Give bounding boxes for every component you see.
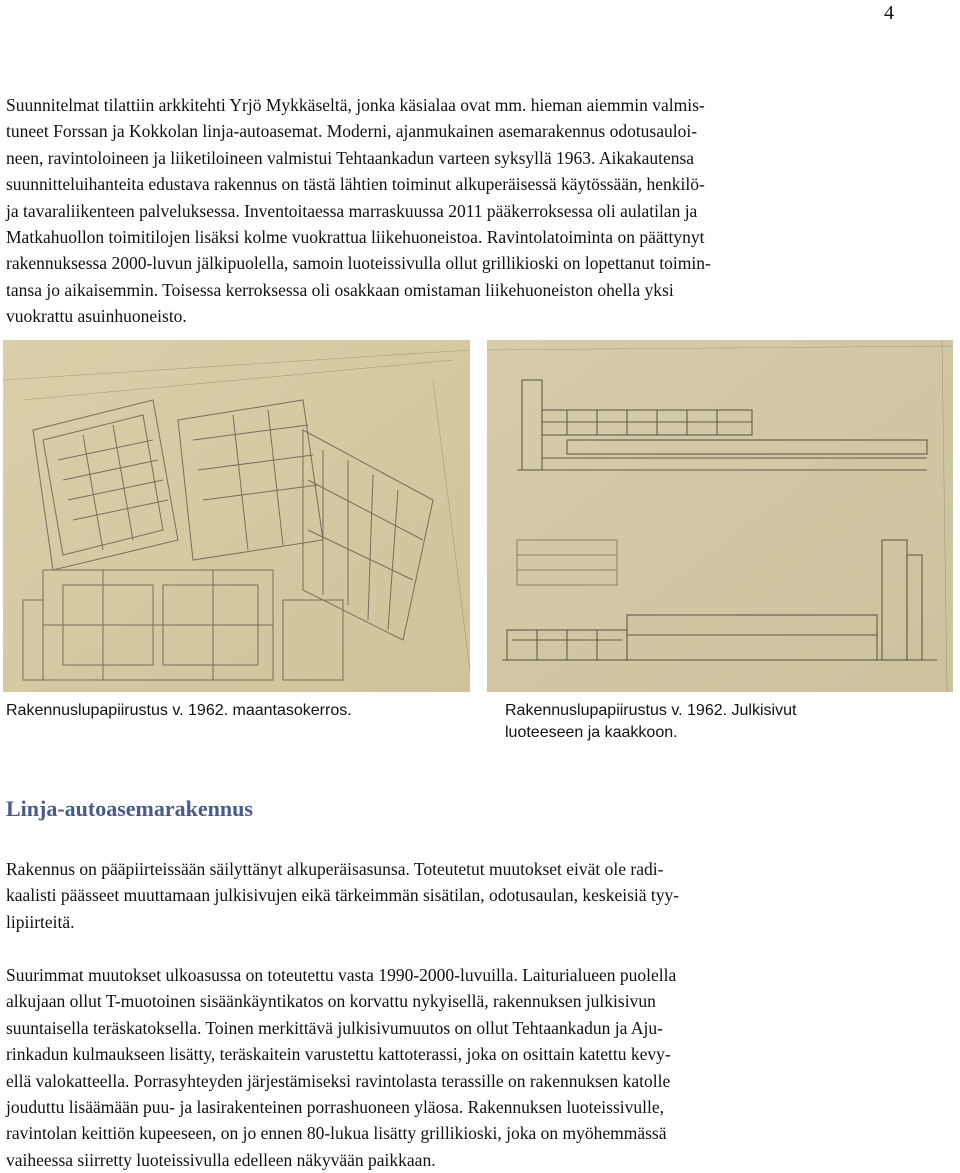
text-line: ravintolan keittiön kupeeseen, on jo ennen 80-lukua lisätty grillikioski, joka on myöhemmässä [6, 1123, 667, 1144]
text-line: kaalisti päässeet muuttamaan julkisivujen eikä tärkeimmän sisätilan, odotusaulan, keskeisiä tyy- [6, 885, 680, 906]
page-number: 4 [884, 2, 894, 24]
text-line: rakennuksessa 2000-luvun jälkipuolella, samoin luoteissivulla ollut grillikioski on lopettanut toimin- [6, 253, 711, 274]
caption-line: Rakennuslupapiirustus v. 1962. Julkisivut [505, 702, 797, 719]
text-line: ellä valokatteella. Porrasyhteyden järjestämiseksi ravintolasta terassille on rakennuksen katolle [6, 1070, 671, 1091]
elevation-drawing [487, 340, 953, 692]
body-paragraph [6, 856, 906, 935]
text-line: Rakennus on pääpiirteissään säilyttänyt alkuperäisasunsa. Toteutetut muutokset eivät ole radi- [6, 859, 664, 879]
text-line: vuokrattu asuinhuoneisto. [6, 306, 187, 327]
text-line: alkujaan ollut T-muotoinen sisäänkäyntikatos on korvattu nykyisellä, rakennuksen julkisivun [6, 991, 656, 1012]
text-line: rinkadun kulmaukseen lisätty, teräskaitein varustettu kattoterassi, joka on osittain katettu kevy- [6, 1044, 671, 1065]
figure-caption-floor-plan [6, 700, 466, 722]
text-line: Suunnitelmat tilattiin arkkitehti Yrjö Mykkäseltä, jonka käsialaa ovat mm. hieman aiemmin valmis- [6, 95, 705, 115]
text-line: Matkahuollon toimitilojen lisäksi kolme vuokrattua liikehuoneistoa. Ravintolatoiminta on päättynyt [6, 227, 705, 248]
text-line: jouduttu lisäämään puu- ja lasirakenteinen porrashuoneen yläosa. Rakennuksen luoteissivulle, [6, 1097, 665, 1118]
body-paragraph [6, 962, 906, 1173]
floor-plan-image [3, 340, 470, 692]
floor-plan-drawing [3, 340, 470, 692]
text-line: suunnitteluihanteita edustava rakennus on tästä lähtien toiminut alkuperäisessä käytössään, henkilö- [6, 174, 705, 195]
intro-paragraph [6, 92, 906, 330]
text-line: vaiheessa siirretty luoteissivulla edelleen näkyvään paikkaan. [6, 1149, 436, 1170]
text-line: suuntaisella teräskatoksella. Toinen merkittävä julkisivumuutos on ollut Tehtaankadun ja Aju- [6, 1017, 663, 1038]
caption-line: Rakennuslupapiirustus v. 1962. maantasokerros. [6, 702, 352, 719]
text-line: neen, ravintoloineen ja liiketiloineen valmistui Tehtaankadun varteen syksyllä 1963. Aikakautensa [6, 147, 695, 168]
text-line: Suurimmat muutokset ulkoasussa on toteutettu vasta 1990-2000-luvuilla. Laiturialueen puolella [6, 965, 677, 985]
text-line: lipiirteitä. [6, 911, 75, 932]
text-line: tansa jo aikaisemmin. Toisessa kerroksessa oli osakkaan omistaman liikehuoneiston ohella yksi [6, 279, 674, 300]
text-line: tuneet Forssan ja Kokkolan linja-autoasemat. Moderni, ajanmukainen asemarakennus odotusauloi- [6, 121, 698, 142]
caption-line: luoteeseen ja kaakkoon. [505, 724, 678, 741]
text-line: ja tavaraliikenteen palveluksessa. Inventoitaessa marraskuussa 2011 pääkerroksessa oli aulatilan ja [6, 200, 698, 221]
elevation-image [487, 340, 953, 692]
figure-caption-elevations [505, 700, 945, 744]
section-heading: Linja-autoasemarakennus [6, 796, 253, 821]
